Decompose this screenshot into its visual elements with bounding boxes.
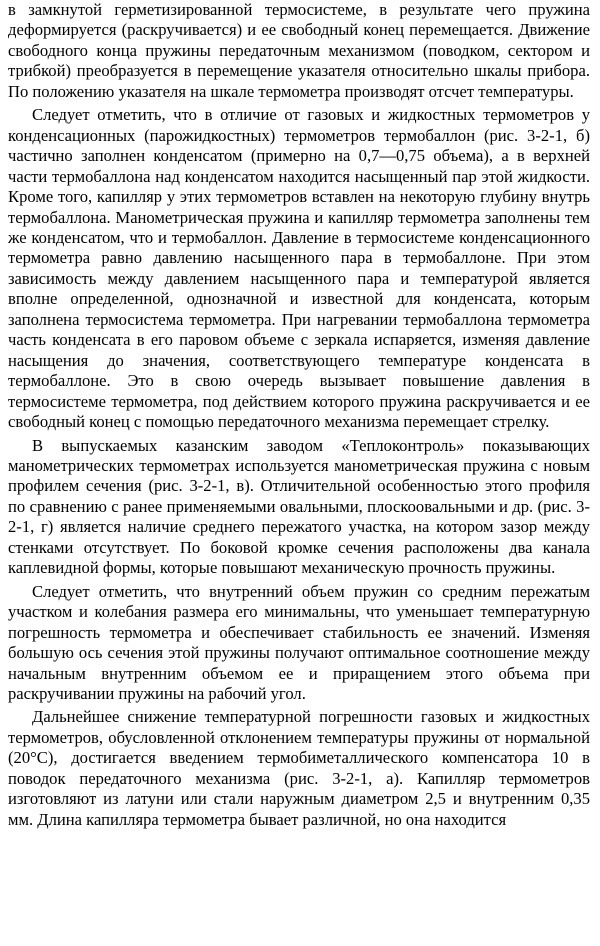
paragraph-1: в замкнутой герметизированной термосистеме, в результате чего пружина деформируется (раскручивается) и ее свободный конец перемещается. Движение свободного конца пружины передаточным механизмом (поводком, сектором и трибкой) преобразуется в перемещение указателя относительно шкалы прибора. По положению указателя на шкале термометра производят отсчет температуры.: [8, 0, 590, 101]
paragraph-2: Следует отметить, что в отличие от газовых и жидкостных термометров у конденсационных (парожидкостных) термометров термобаллон (рис. 3-2-1, б) частично заполнен конденсатом (примерно на 0,7—0,75 объема), а в верхней части термобаллона над конденсатом находится насыщенный пар этой жидкости. Кроме того, капилляр у этих термометров вставлен на некоторую глубину внутрь термобаллона. Манометрическая пружина и капилляр термометра заполнены тем же конденсатом, что и термобаллон. Давление в термосистеме конденсационного термометра равно давлению насыщенного пара в термобаллоне. При этом зависимость между давлением насыщенного пара и температурой является вполне определенной, однозначной и известной для конденсата, которым заполнена термосистема термометра. При нагревании термобаллона термометра часть конденсата в его паровом объеме с зеркала испаряется, изменяя давление насыщения до значения, соответствующего температуре конденсата в термобаллоне. Это в свою очередь вызывает повышение давления в термосистеме термометра, под действием которого пружина раскручивается и ее свободный конец с помощью передаточного механизма перемещает стрелку.: [8, 105, 590, 432]
paragraph-4: Следует отметить, что внутренний объем пружин со средним пережатым участком и колебания размера его минимальны, что уменьшает температурную погрешность термометра и обеспечивает стабильность ее значений. Изменяя большую ось сечения этой пружины получают оптимальное соотношение между начальным внутренним объемом ее и приращением этого объема при раскручивании пружины на рабочий угол.: [8, 581, 590, 703]
paragraph-3: В выпускаемых казанским заводом «Теплоконтроль» показывающих манометрических термометрах используется манометрическая пружина с новым профилем сечения (рис. 3-2-1, в). Отличительной особенностью этого профиля по сравнению с ранее применяемыми овальными, плоскоовальными и др. (рис. 3-2-1, г) является наличие среднего пережатого участка, на котором зазор между стенками отсутствует. По боковой кромке сечения расположены два канала каплевидной формы, которые повышают механическую прочность пружины.: [8, 435, 590, 578]
paragraph-5: Дальнейшее снижение температурной погрешности газовых и жидкостных термометров, обусловленной отклонением температуры пружины от нормальной (20°С), достигается введением термобиметаллического компенсатора 10 в поводок передаточного механизма (рис. 3-2-1, а). Капилляр термометров изготовляют из латуни или стали наружным диаметром 2,5 и внутренним 0,35 мм. Длина капилляра термометра бывает различной, но она находится: [8, 707, 590, 829]
